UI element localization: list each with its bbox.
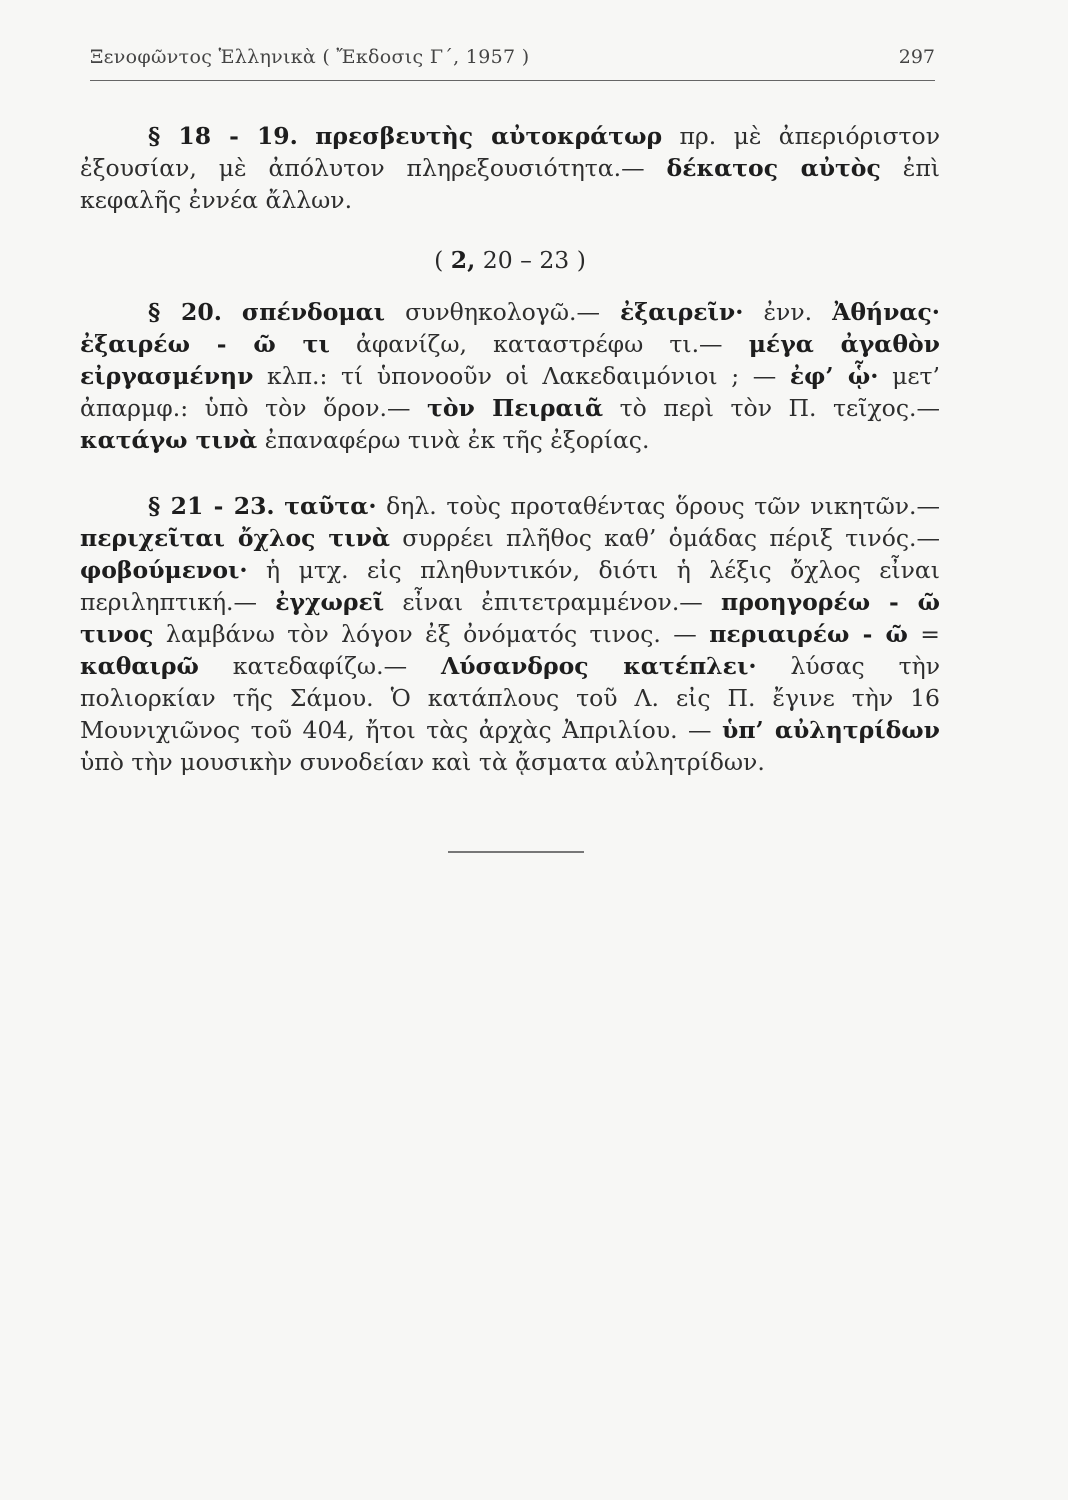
gloss: συρρέει πλῆθος καθ’ ὁμάδας πέριξ τινός.— <box>402 524 940 552</box>
term: ἐγχωρεῖ <box>275 588 385 616</box>
gloss: ὑπὸ τὴν μουσικὴν συνοδείαν καὶ τὰ ᾄσματα αὐλητρίδων. <box>80 748 765 776</box>
term: σπένδομαι <box>241 298 386 326</box>
page-number: 297 <box>898 46 935 68</box>
section-ref: § 21 - 23. <box>148 492 275 520</box>
term: ἐξαιρέω - ῶ τι <box>80 330 330 358</box>
paren-close: ) <box>576 246 586 274</box>
gloss: λύσας τὴν πολιορκίαν τῆς Σάμου. Ὁ κατάπλους τοῦ Λ. εἰς Π. ἔγινε τὴν 16 Μουνιχιῶνος τοῦ 404, ἤτοι τὰς ἀρχὰς Ἀπριλίου. — <box>80 652 940 744</box>
chapter-reference <box>80 246 940 274</box>
running-head <box>90 40 935 81</box>
paragraph-21-23 <box>80 490 940 778</box>
term: καθαιρῶ <box>80 652 199 680</box>
gloss: συνθηκολογῶ.— <box>405 298 600 326</box>
section-ref: § 18 - 19. <box>148 122 298 150</box>
term: Ἀθήνας· <box>832 298 940 326</box>
page-body <box>80 110 940 778</box>
term: ταῦτα· <box>284 492 377 520</box>
term: τὸν Πειραιᾶ <box>427 394 604 422</box>
term: φοβούμενοι· <box>80 556 248 584</box>
term: περιχεῖται ὄχλος τινὰ <box>80 524 390 552</box>
term: ἐφ’ ᾧ· <box>789 362 879 390</box>
verse-range: 20 – 23 <box>482 246 570 274</box>
term: μέγα ἀγαθὸν εἰργασμένην <box>80 330 940 390</box>
term: Λύσανδρος κατέπλει· <box>441 652 757 680</box>
term: ἐξαιρεῖν· <box>619 298 744 326</box>
section-ref: § 20. <box>148 298 222 326</box>
gloss: λαμβάνω τὸν λόγον ἐξ ὀνόματός τινος. — <box>165 620 697 648</box>
gloss: ἐπαναφέρω τινὰ ἐκ τῆς ἐξορίας. <box>264 426 650 454</box>
gloss: κλπ.: τί ὑπονοοῦν οἱ Λακεδαιμόνιοι ; — <box>267 362 777 390</box>
running-title: Ξενοφῶντος Ἑλληνικὰ ( Ἔκδοσις Γ΄, 1957 ) <box>90 46 530 68</box>
gloss: = <box>920 620 940 648</box>
term: κατάγω τινὰ <box>80 426 258 454</box>
gloss: δηλ. τοὺς προταθέντας ὅρους τῶν νικητῶν.— <box>386 492 940 520</box>
gloss: πρ. μὲ ἀπεριόριστον ἐξουσίαν, μὲ ἀπόλυτον πληρεξουσιότητα.— <box>80 122 940 182</box>
gloss: εἶναι ἐπιτετραμμένον.— <box>402 588 703 616</box>
end-rule <box>448 851 584 853</box>
gloss: ἐνν. <box>763 298 813 326</box>
gloss: ἡ μτχ. εἰς πληθυντικόν, διότι ἡ λέξις ὄχλος εἶναι περιληπτική.— <box>80 556 940 616</box>
gloss: κατεδαφίζω.— <box>232 652 408 680</box>
gloss: τὸ περὶ τὸν Π. τεῖχος.— <box>619 394 940 422</box>
gloss: ἀφανίζω, καταστρέφω τι.— <box>355 330 723 358</box>
paragraph-18-19 <box>80 120 940 216</box>
gloss: μετ’ ἀπαρμφ.: ὑπὸ τὸν ὅρον.— <box>80 362 941 422</box>
term: ὑπ’ αὐλητρίδων <box>722 716 940 744</box>
term: δέκατος αὐτὸς <box>666 154 881 182</box>
paragraph-20 <box>80 296 940 456</box>
term: προηγορέω - ῶ τινος <box>80 588 940 648</box>
gloss: ἐπὶ κεφαλῆς ἐννέα ἄλλων. <box>80 154 940 214</box>
paren-open: ( <box>434 246 444 274</box>
chapter-number: 2, <box>450 246 476 274</box>
term: πρεσβευτὴς αὐτοκράτωρ <box>315 122 663 150</box>
term: περιαιρέω - ῶ <box>709 620 908 648</box>
